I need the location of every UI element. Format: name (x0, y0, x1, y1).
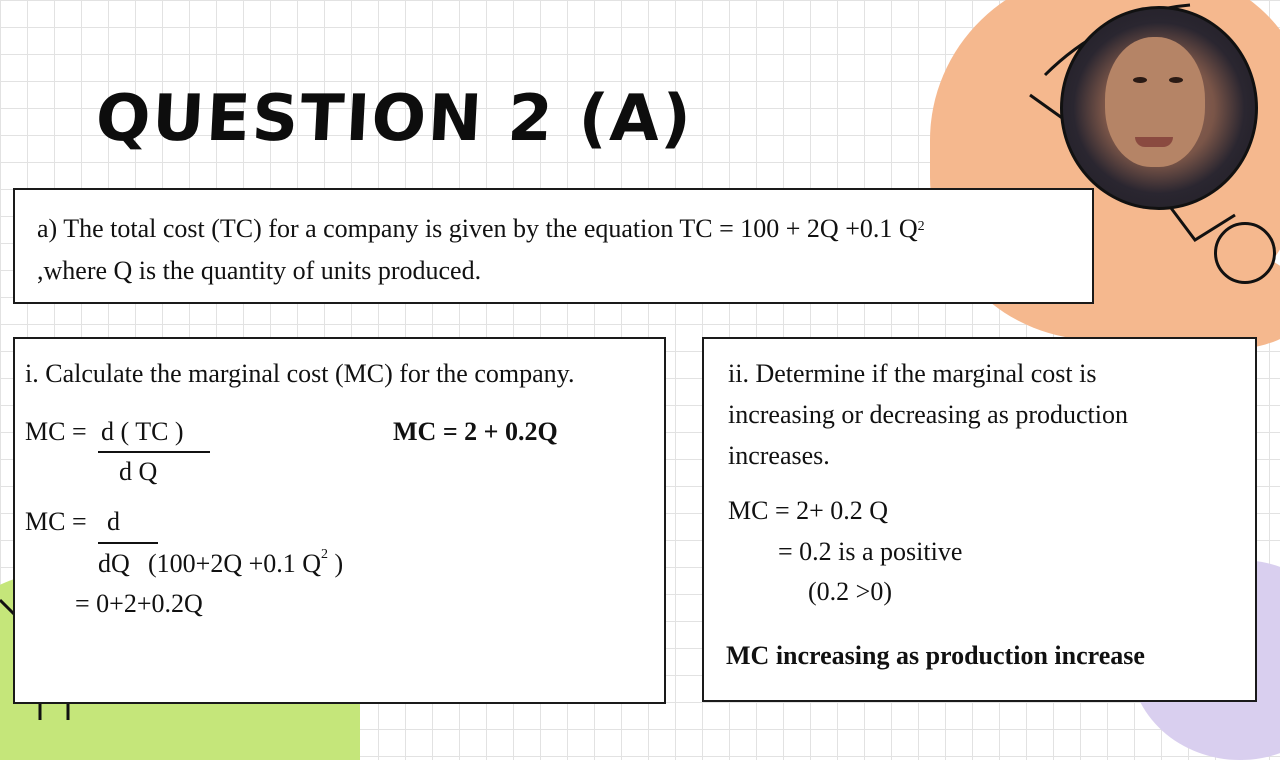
step3-result: = 0+2+0.2Q (75, 589, 203, 618)
presenter-eye-left (1133, 77, 1147, 83)
slide-title: QUESTION 2 (A) (94, 82, 695, 156)
question-text-continuation: ,where Q is the quantity of units produced. (37, 256, 482, 285)
presenter-mouth (1135, 137, 1173, 147)
step2-numerator: d (107, 507, 120, 536)
step2-superscript: 2 (321, 547, 329, 562)
part-ii-positive-note: = 0.2 is a positive (778, 537, 963, 566)
step2-expression-main: (100+2Q +0.1 Q (148, 549, 322, 578)
part-ii-mc-equation: MC = 2+ 0.2 Q (728, 496, 889, 525)
question-text-main: a) The total cost (TC) for a company is given by the equation TC = 100 + 2Q +0.1 Q (37, 214, 918, 243)
part-ii-heading-line1: ii. Determine if the marginal cost is (728, 359, 1097, 388)
step2-denominator: dQ (98, 549, 130, 578)
step2-fraction-bar (98, 542, 158, 544)
part-ii-heading-line3: increases. (728, 441, 830, 470)
part-ii-inequality: (0.2 >0) (808, 577, 892, 606)
presenter-webcam-photo (1060, 6, 1258, 210)
presenter-face (1105, 37, 1205, 167)
step2-expression (148, 549, 343, 579)
question-superscript: 2 (917, 219, 925, 234)
ring-doodle-decoration (1214, 222, 1276, 284)
part-ii-heading-line2: increasing or decreasing as production (728, 400, 1128, 429)
part-i-box (13, 337, 666, 704)
part-ii-box (702, 337, 1257, 702)
step1-denominator: d Q (119, 457, 158, 486)
part-ii-conclusion: MC increasing as production increase (726, 641, 1145, 670)
step1-lhs: MC = (25, 417, 87, 446)
step1-fraction-bar (98, 451, 210, 453)
presenter-eye-right (1169, 77, 1183, 83)
step1-numerator: d ( TC ) (101, 417, 184, 446)
step2-expression-close: ) (328, 549, 344, 578)
step2-lhs: MC = (25, 507, 87, 536)
part-i-heading: i. Calculate the marginal cost (MC) for the company. (25, 359, 575, 388)
mc-result: MC = 2 + 0.2Q (393, 417, 558, 446)
question-box (13, 188, 1094, 304)
question-text (37, 208, 1070, 292)
